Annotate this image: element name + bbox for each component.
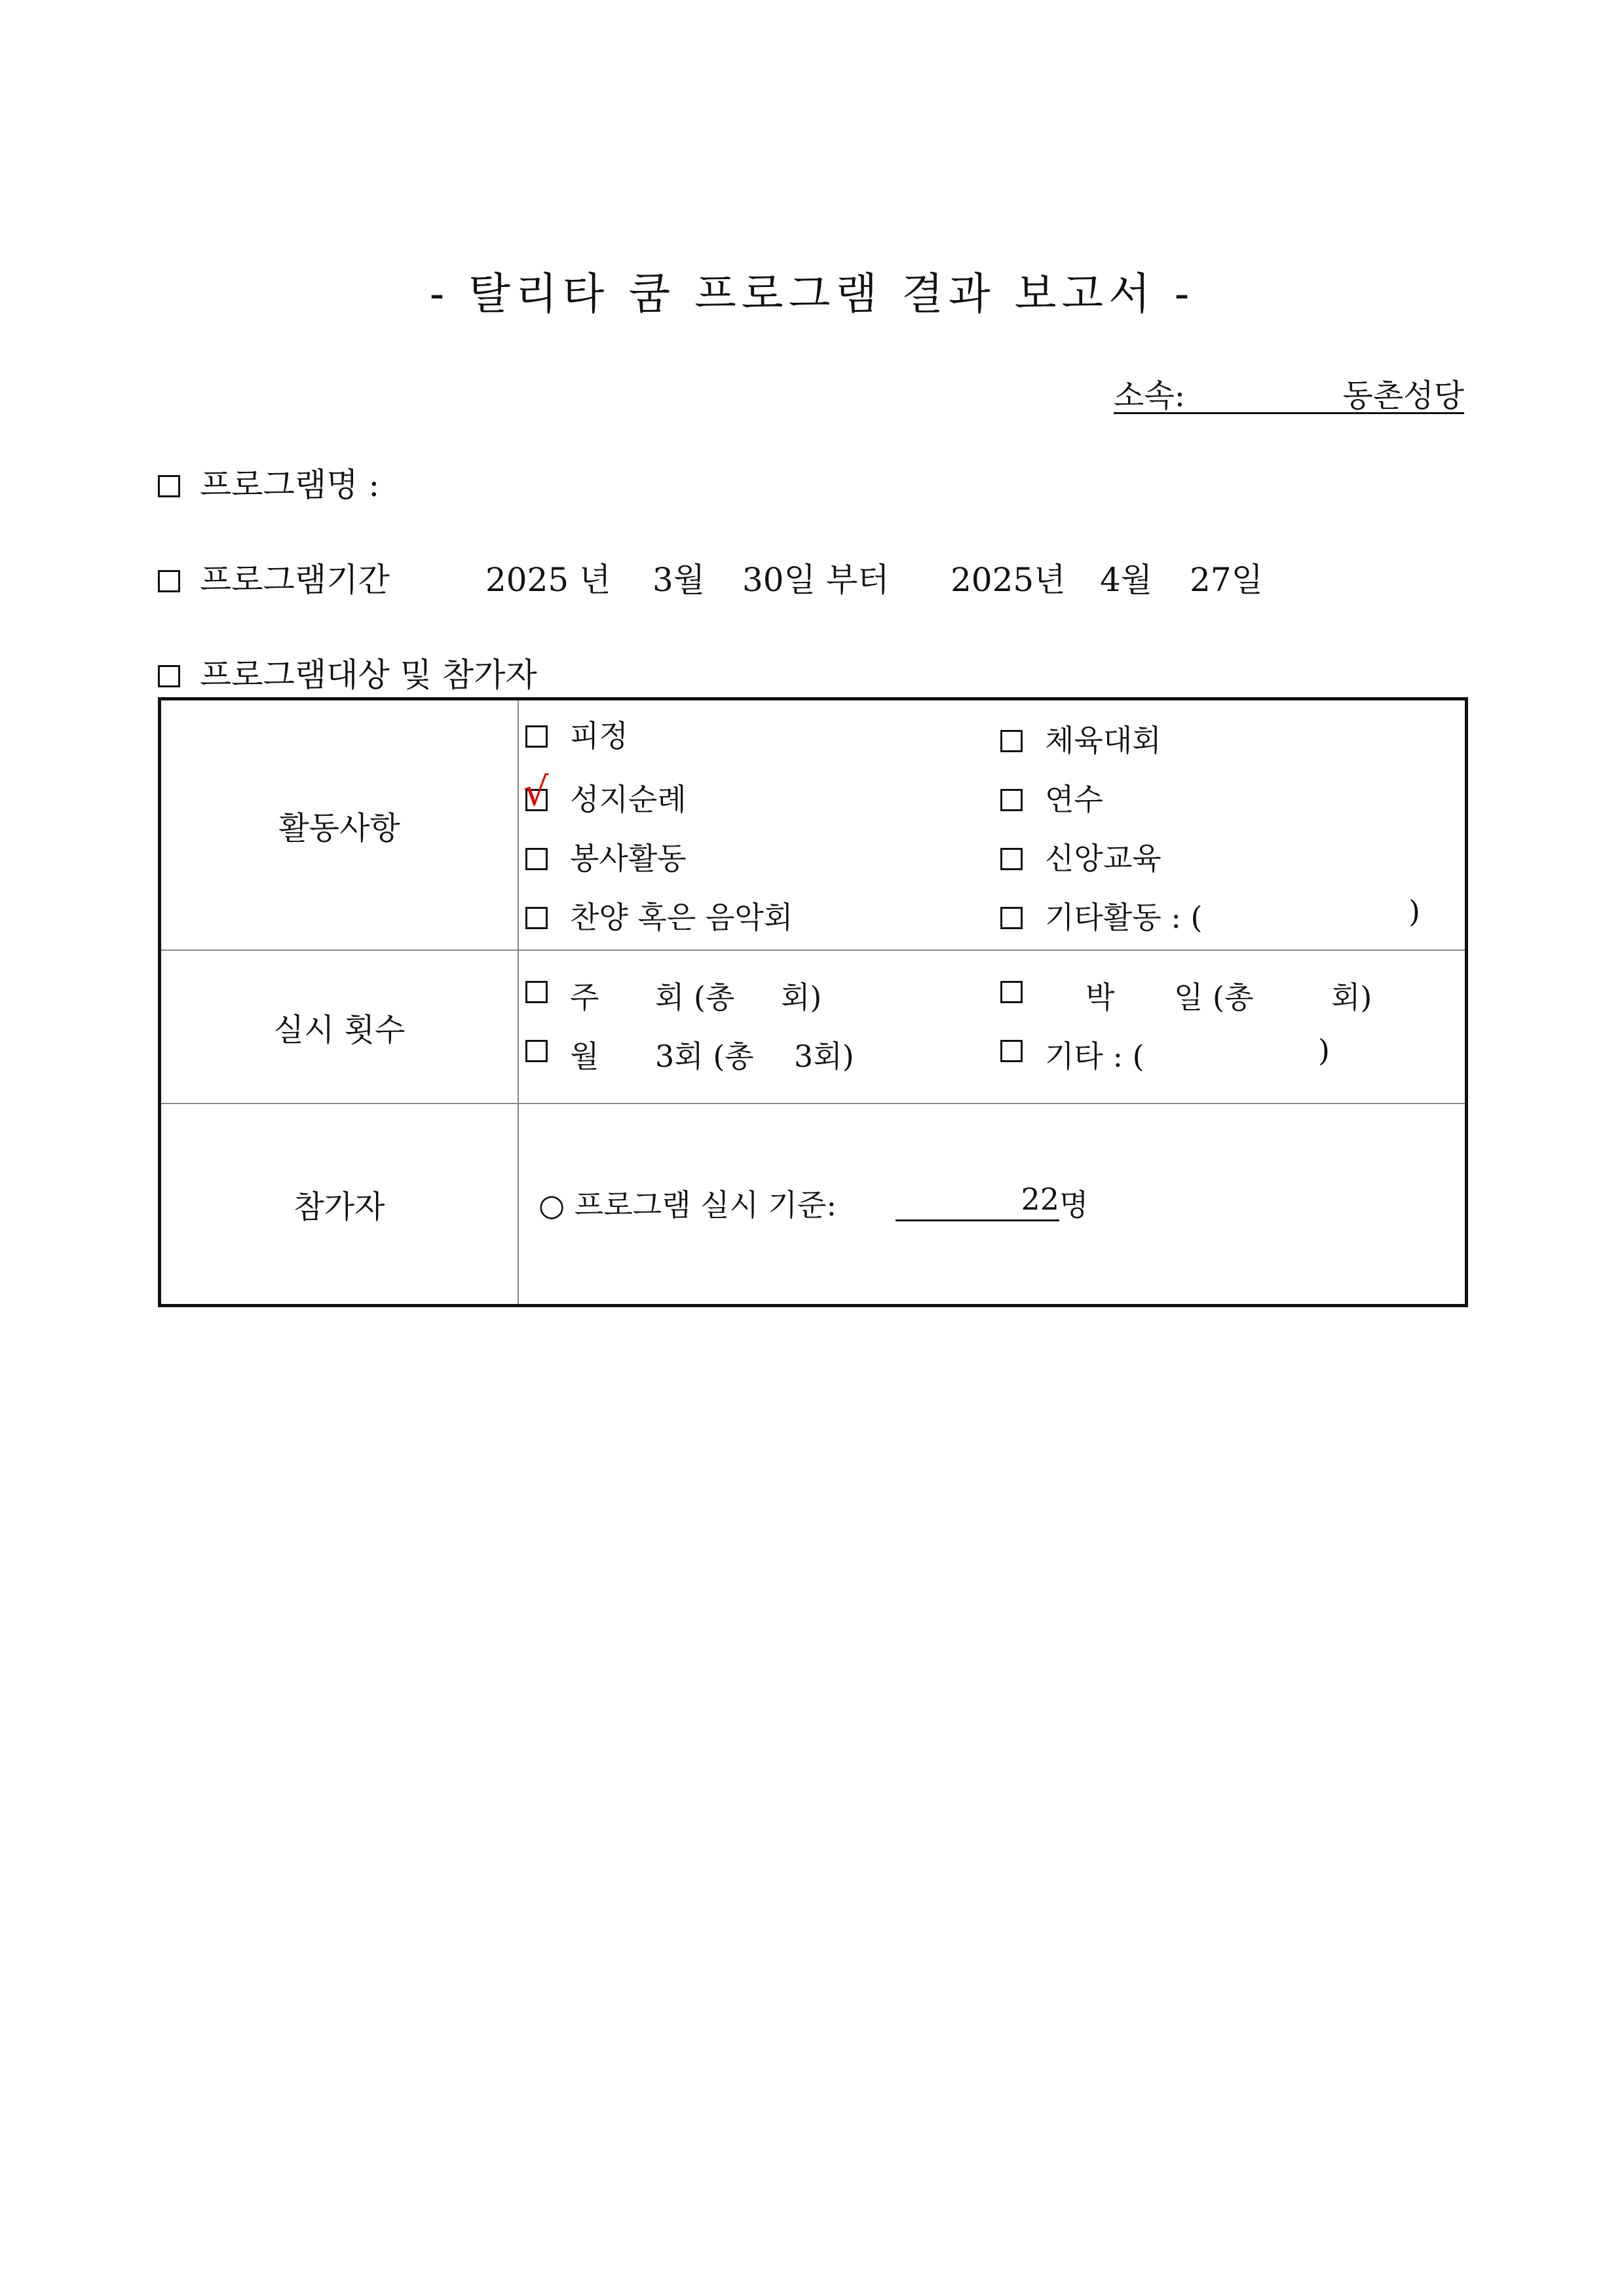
activity-training <box>1000 776 1103 819</box>
period-start-year: 2025 년 <box>485 561 611 599</box>
period-start-day: 30일 부터 <box>742 561 890 599</box>
activity-retreat <box>525 712 628 756</box>
checkbox-overnight[interactable] <box>1000 981 1023 1003</box>
activity-other-close: ) <box>1408 894 1420 929</box>
activity-retreat-label: 피정 <box>570 718 628 754</box>
monthly-unit: 월 <box>570 1039 599 1074</box>
activity-volunteer-label: 봉사활동 <box>570 841 687 876</box>
checkbox-program-name[interactable] <box>158 475 180 497</box>
overnight-days: 일 (총 <box>1174 980 1254 1015</box>
activities-cell <box>518 699 1467 951</box>
monthly-times: 3회 (총 <box>655 1039 754 1074</box>
checkbox-sports-day[interactable] <box>1000 730 1023 752</box>
program-name-label: 프로그램명 : <box>200 466 380 504</box>
activity-pilgrimage-label: 성지순례 <box>570 782 687 817</box>
program-target-label: 프로그램대상 및 참가자 <box>200 656 537 694</box>
other-frequency-close: ) <box>1318 1033 1330 1068</box>
affiliation-label: 소속: <box>1114 377 1185 414</box>
checkbox-other-activity[interactable] <box>1000 907 1023 929</box>
weekly-unit: 주 <box>570 980 599 1015</box>
frequency-label: 실시 횟수 <box>160 950 519 1103</box>
activity-pilgrimage <box>523 769 687 819</box>
row-frequency <box>160 950 1467 1103</box>
weekly-total: 회) <box>781 980 822 1015</box>
other-frequency-label: 기타 : ( <box>1045 1039 1144 1074</box>
participants-prefix: ○ 프로그램 실시 기준: <box>538 1187 837 1223</box>
activity-sports-day-label: 체육대회 <box>1045 723 1161 758</box>
checkbox-other-frequency[interactable] <box>1000 1040 1023 1062</box>
report-table <box>158 697 1468 1307</box>
activity-concert-label: 찬양 혹은 음악회 <box>570 900 793 935</box>
checkbox-program-period[interactable] <box>158 570 180 592</box>
section-program-target <box>158 649 537 696</box>
section-program-period <box>158 554 1468 600</box>
period-start-month: 3월 <box>652 561 706 599</box>
activity-sports-day <box>1000 717 1161 760</box>
checkbox-volunteer[interactable] <box>525 848 548 870</box>
check-mark-icon: √ <box>523 769 549 815</box>
activity-other <box>1000 894 1202 937</box>
participants-count: 22 <box>896 1181 1059 1221</box>
overnight-total: 회) <box>1331 980 1372 1015</box>
affiliation-value: 동촌성당 <box>1342 377 1464 414</box>
participants-cell <box>518 1103 1467 1306</box>
section-program-name <box>158 459 379 506</box>
participants-unit: 명 <box>1059 1187 1089 1223</box>
weekly-times: 회 (총 <box>655 980 735 1015</box>
period-end-day: 27일 <box>1190 561 1263 599</box>
checkbox-faith-education[interactable] <box>1000 848 1023 870</box>
frequency-cell <box>518 950 1467 1103</box>
checkbox-program-target[interactable] <box>158 665 180 687</box>
participants-label: 참가자 <box>160 1103 519 1306</box>
monthly-total: 3회) <box>794 1039 854 1074</box>
page-title: - 탈리타 쿰 프로그램 결과 보고서 - <box>429 269 1195 319</box>
activity-faith-education-label: 신앙교육 <box>1045 841 1161 876</box>
checkbox-pilgrimage[interactable] <box>523 769 549 815</box>
affiliation-line <box>1114 370 1464 414</box>
activity-concert <box>525 894 793 937</box>
activity-training-label: 연수 <box>1045 782 1103 817</box>
checkbox-retreat[interactable] <box>525 725 548 748</box>
overnight-nights: 박 <box>1086 980 1115 1015</box>
checkbox-monthly[interactable] <box>525 1040 548 1062</box>
period-end-year: 2025년 <box>951 561 1066 599</box>
checkbox-training[interactable] <box>1000 789 1023 811</box>
row-participants <box>160 1103 1467 1306</box>
period-end-month: 4월 <box>1100 561 1153 599</box>
checkbox-concert[interactable] <box>525 907 548 929</box>
activity-other-label: 기타활동 : ( <box>1045 900 1203 935</box>
activities-label: 활동사항 <box>160 699 519 951</box>
program-period-label: 프로그램기간 <box>200 561 390 599</box>
checkbox-weekly[interactable] <box>525 981 548 1003</box>
activity-faith-education <box>1000 835 1161 878</box>
row-activities <box>160 699 1467 951</box>
activity-volunteer <box>525 835 687 878</box>
